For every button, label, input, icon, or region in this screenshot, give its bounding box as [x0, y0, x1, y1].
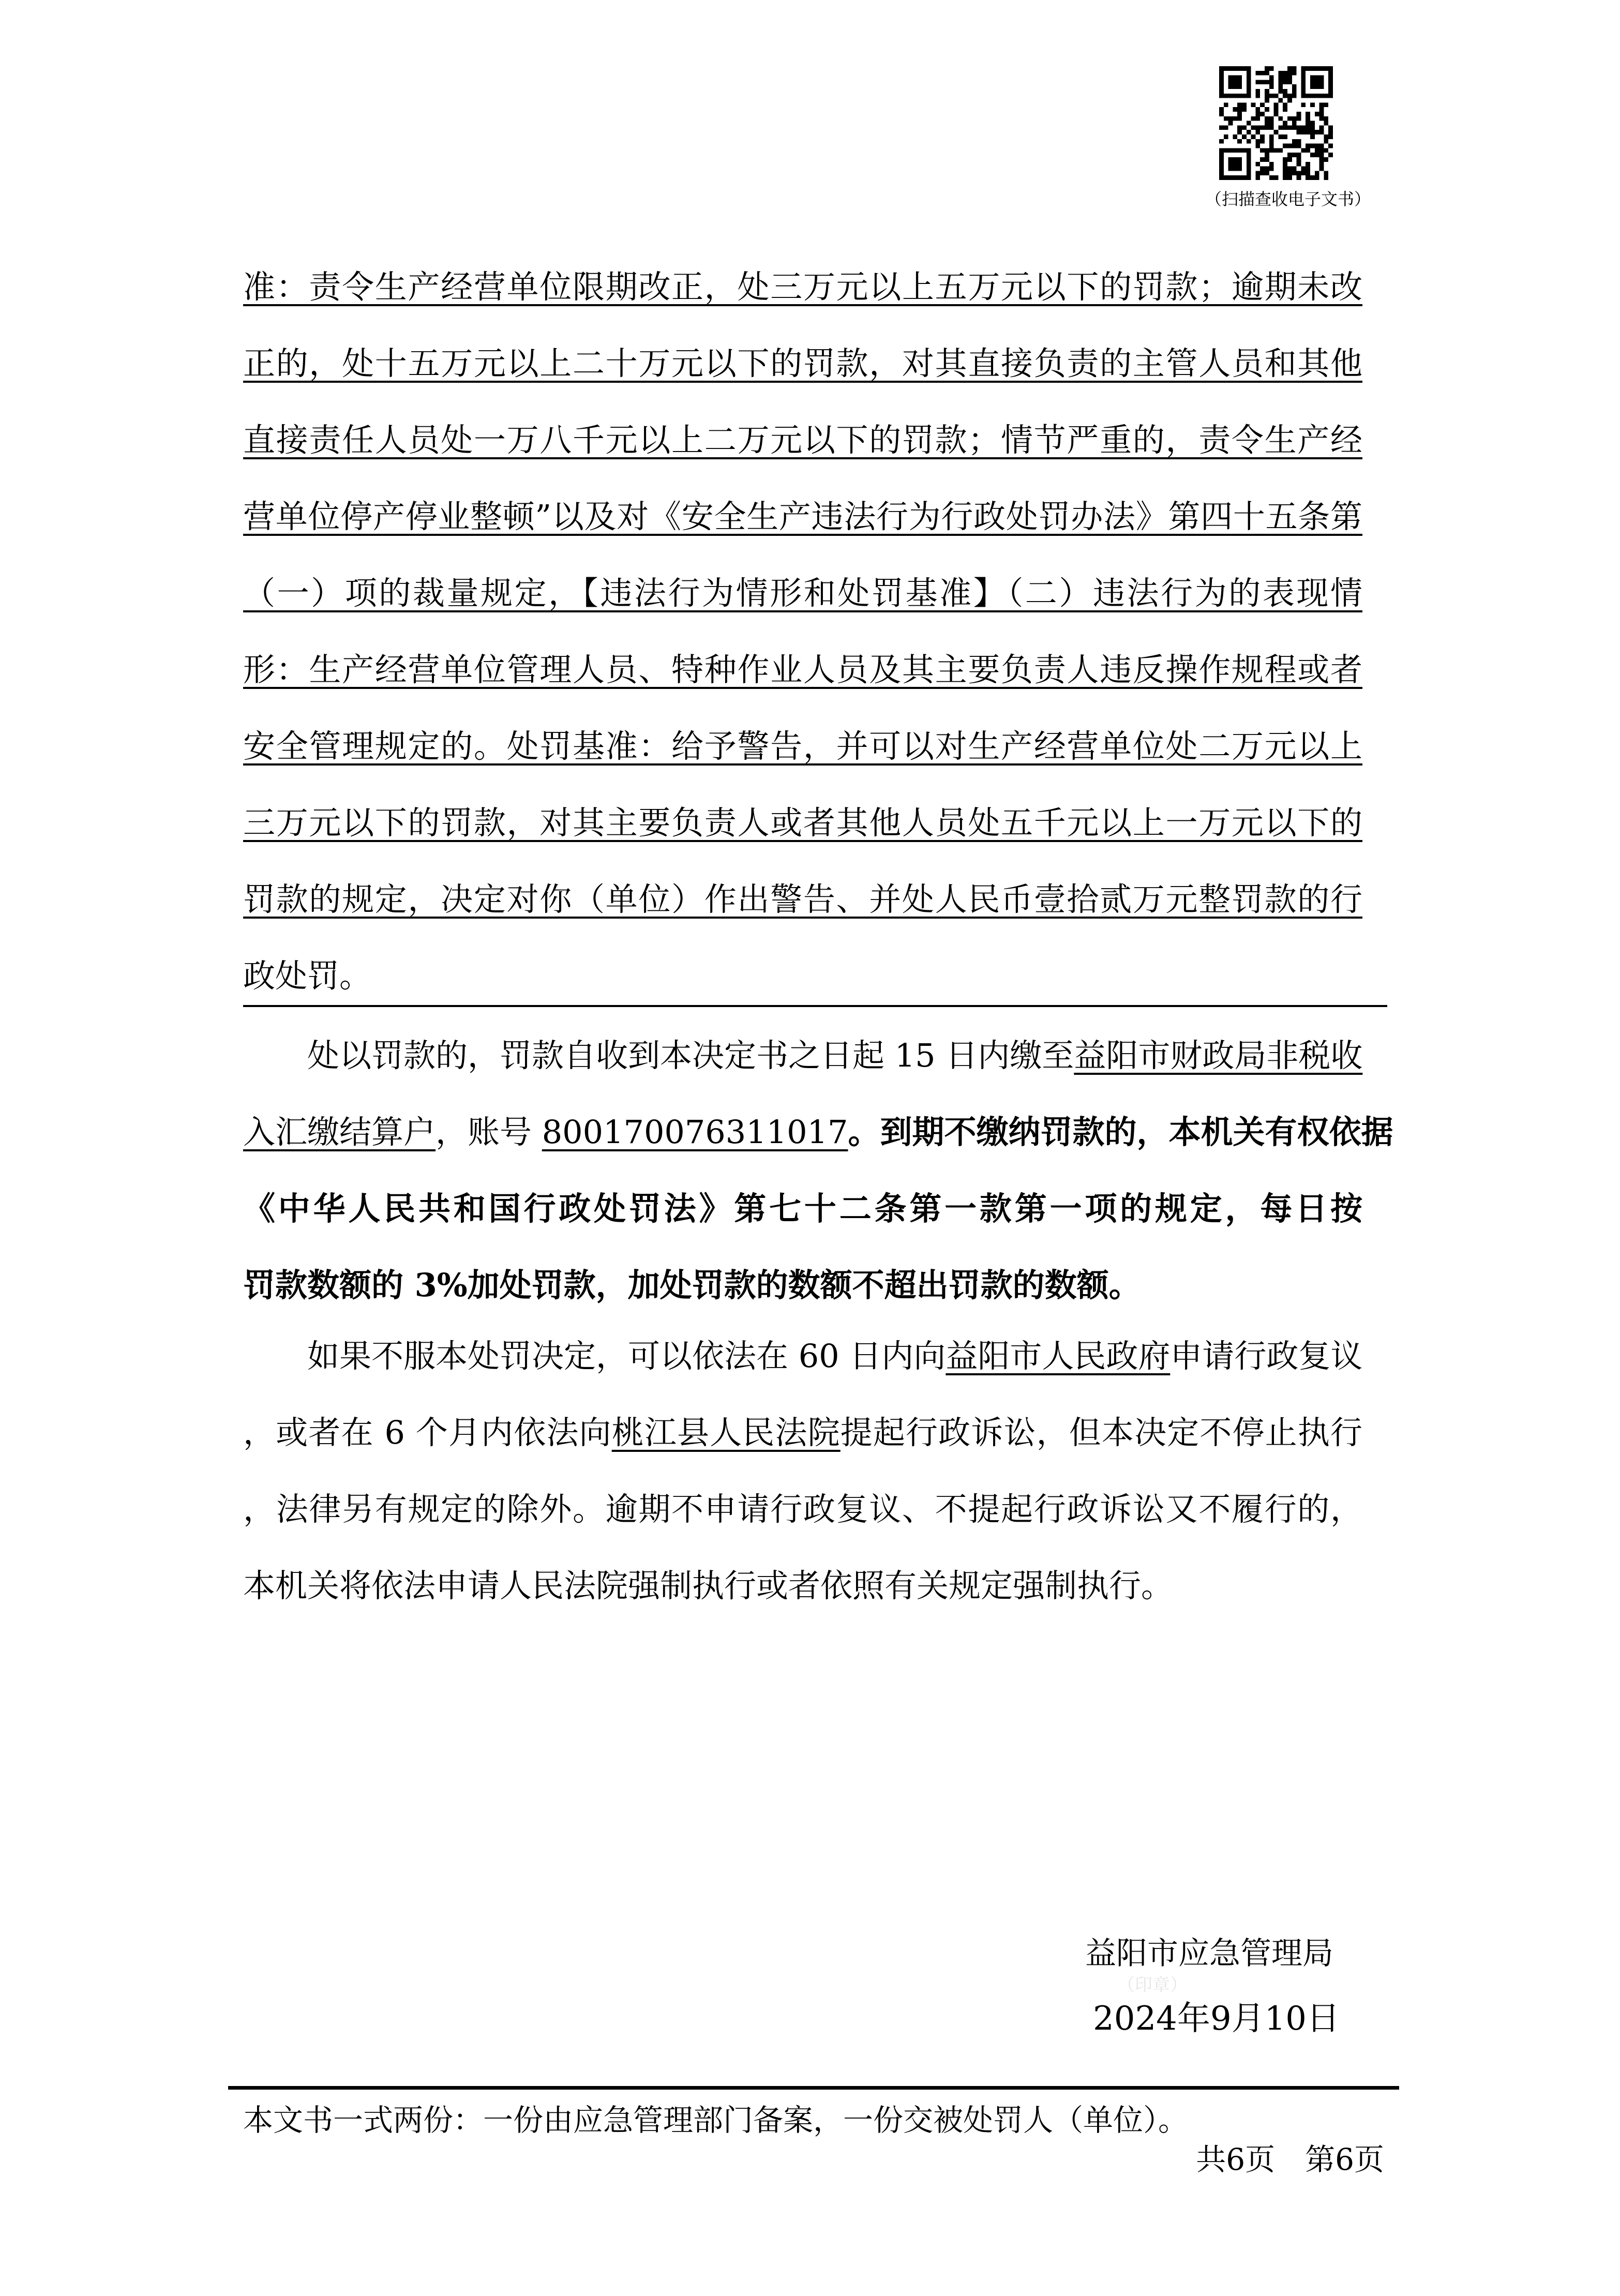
- qr-module: [1247, 130, 1251, 134]
- text-line: [243, 1265, 1362, 1306]
- text-segment: 提起行政诉讼，但本决定不停止执行: [840, 1414, 1362, 1451]
- qr-module: [1324, 171, 1328, 175]
- qr-module: [1283, 71, 1287, 76]
- qr-module: [1274, 148, 1279, 153]
- qr-module: [1306, 125, 1310, 130]
- text-line: [243, 343, 1362, 384]
- qr-module: [1283, 121, 1287, 126]
- issuing-authority: 益阳市应急管理局: [1085, 1935, 1333, 1972]
- qr-module: [1292, 167, 1297, 171]
- qr-module: [1269, 167, 1274, 171]
- underlined-text: 益阳市财政局非税收: [1074, 1037, 1363, 1074]
- text-segment: 如果不服本处罚决定，可以依法在 60 日内向: [243, 1337, 946, 1375]
- text-segment: ，账号: [436, 1113, 542, 1151]
- qr-module: [1310, 125, 1315, 130]
- footer-rule: [228, 2086, 1399, 2090]
- text-segment: 3%: [414, 1266, 468, 1304]
- underlined-text: 营单位停产停业整顿”以及对《安全生产违法行为行政处罚办法》第四十五条第: [243, 498, 1362, 535]
- text-line: [243, 955, 1362, 997]
- qr-module: [1219, 139, 1224, 144]
- qr-module: [1301, 167, 1306, 171]
- qr-module: [1255, 80, 1260, 84]
- qr-module: [1224, 125, 1228, 130]
- qr-module: [1297, 157, 1301, 162]
- qr-module: [1269, 84, 1274, 89]
- text-segment: ，或者在 6 个月内依法向: [243, 1414, 612, 1451]
- qr-module: [1255, 116, 1260, 121]
- decision-end-rule: [243, 1005, 1387, 1007]
- qr-module: [1283, 144, 1287, 148]
- qr-module: [1265, 171, 1269, 175]
- qr-module: [1319, 130, 1324, 134]
- qr-module: [1228, 116, 1233, 121]
- qr-module: [1278, 84, 1283, 89]
- qr-module: [1260, 125, 1265, 130]
- qr-module: [1255, 175, 1260, 180]
- qr-module: [1287, 76, 1292, 80]
- qr-module: [1319, 125, 1324, 130]
- qr-module: [1306, 171, 1310, 175]
- qr-module: [1306, 121, 1310, 126]
- qr-module: [1297, 175, 1301, 180]
- qr-module: [1260, 71, 1265, 76]
- qr-module: [1310, 175, 1315, 180]
- qr-module: [1310, 121, 1315, 126]
- qr-module: [1310, 102, 1315, 107]
- qr-module: [1310, 134, 1315, 139]
- qr-module: [1265, 167, 1269, 171]
- text-segment: 申请行政复议: [1170, 1337, 1363, 1375]
- qr-module: [1292, 66, 1297, 71]
- qr-module: [1315, 112, 1319, 116]
- qr-module: [1319, 144, 1324, 148]
- qr-module: [1237, 112, 1242, 116]
- qr-module: [1260, 139, 1265, 144]
- qr-module: [1310, 144, 1315, 148]
- qr-module: [1278, 76, 1283, 80]
- qr-module: [1242, 125, 1247, 130]
- qr-module: [1269, 148, 1274, 153]
- text-segment: ，法律另有规定的除外。逾期不申请行政复议、不提起行政诉讼又不履行的，: [243, 1490, 1362, 1528]
- qr-module: [1278, 125, 1283, 130]
- qr-module: [1328, 134, 1333, 139]
- text-line: [243, 1412, 1362, 1453]
- qr-module: [1297, 125, 1301, 130]
- qr-module: [1283, 157, 1287, 162]
- qr-module: [1301, 171, 1306, 175]
- qr-module: [1283, 76, 1287, 80]
- text-line: [243, 496, 1362, 537]
- qr-module: [1233, 107, 1237, 112]
- qr-module: [1233, 116, 1237, 121]
- qr-module: [1255, 107, 1260, 112]
- underlined-text: 安全管理规定的。处罚基准：给予警告，并可以对生产经营单位处二万元以上: [243, 727, 1362, 765]
- qr-module: [1255, 112, 1260, 116]
- qr-module: [1219, 107, 1224, 112]
- qr-module: [1287, 175, 1292, 180]
- qr-module: [1260, 171, 1265, 175]
- qr-module: [1310, 153, 1315, 157]
- qr-module: [1301, 102, 1306, 107]
- qr-module: [1265, 80, 1269, 84]
- qr-module: [1328, 153, 1333, 157]
- qr-module: [1265, 153, 1269, 157]
- qr-module: [1319, 167, 1324, 171]
- qr-module: [1278, 134, 1283, 139]
- text-line: [243, 1035, 1362, 1076]
- qr-module: [1287, 153, 1292, 157]
- qr-module: [1274, 107, 1279, 112]
- qr-module: [1319, 107, 1324, 112]
- qr-module: [1283, 102, 1287, 107]
- qr-module: [1247, 139, 1251, 144]
- qr-module: [1297, 171, 1301, 175]
- underlined-text: 正的，处十五万元以上二十万元以下的罚款，对其直接负责的主管人员和其他: [243, 344, 1362, 382]
- text-line: [243, 266, 1362, 308]
- qr-module: [1269, 80, 1274, 84]
- qr-module: [1297, 153, 1301, 157]
- underlined-text: 形：生产经营单位管理人员、特种作业人员及其主要负责人违反操作规程或者: [243, 651, 1362, 688]
- qr-module: [1247, 121, 1251, 126]
- qr-module: [1237, 125, 1242, 130]
- qr-module: [1228, 121, 1233, 126]
- qr-module: [1255, 162, 1260, 167]
- qr-module: [1287, 167, 1292, 171]
- qr-module: [1265, 89, 1269, 94]
- qr-module: [1319, 116, 1324, 121]
- qr-module: [1292, 121, 1297, 126]
- qr-module: [1274, 94, 1279, 98]
- qr-module: [1278, 116, 1283, 121]
- text-line: [243, 649, 1362, 691]
- qr-module: [1315, 171, 1319, 175]
- qr-module: [1292, 94, 1297, 98]
- qr-module: [1251, 125, 1256, 130]
- qr-module: [1237, 102, 1242, 107]
- qr-module: [1315, 148, 1319, 153]
- qr-module: [1292, 116, 1297, 121]
- text-line: [243, 1565, 1362, 1607]
- qr-module: [1287, 66, 1292, 71]
- qr-module: [1315, 130, 1319, 134]
- text-line: [243, 573, 1362, 614]
- qr-module: [1292, 71, 1297, 76]
- qr-module: [1301, 125, 1306, 130]
- qr-module: [1265, 71, 1269, 76]
- qr-module: [1269, 66, 1274, 71]
- qr-module: [1297, 112, 1301, 116]
- underlined-text: 800170076311017: [542, 1113, 848, 1151]
- qr-module: [1251, 102, 1256, 107]
- qr-module: [1319, 162, 1324, 167]
- qr-module: [1233, 134, 1237, 139]
- qr-module: [1219, 125, 1224, 130]
- issue-date: 2024年9月10日: [1093, 2000, 1340, 2038]
- qr-module: [1224, 134, 1228, 139]
- qr-module: [1278, 148, 1283, 153]
- qr-module: [1260, 102, 1265, 107]
- qr-module: [1265, 98, 1269, 103]
- qr-module: [1283, 175, 1287, 180]
- qr-module: [1287, 94, 1292, 98]
- qr-module: [1255, 144, 1260, 148]
- qr-module: [1306, 175, 1310, 180]
- qr-module: [1315, 144, 1319, 148]
- qr-module: [1283, 125, 1287, 130]
- qr-module: [1324, 148, 1328, 153]
- underlined-text: （一）项的裁量规定，【违法行为情形和处罚基准】（二）违法行为的表现情: [243, 574, 1362, 612]
- qr-module: [1260, 167, 1265, 171]
- qr-module: [1324, 121, 1328, 126]
- qr-module: [1255, 139, 1260, 144]
- qr-module: [1265, 121, 1269, 126]
- qr-module: [1287, 116, 1292, 121]
- qr-module: [1255, 71, 1260, 76]
- text-line: [243, 1335, 1362, 1377]
- qr-module: [1324, 175, 1328, 180]
- qr-module: [1292, 171, 1297, 175]
- qr-module: [1306, 112, 1310, 116]
- qr-module: [1315, 153, 1319, 157]
- qr-module: [1265, 94, 1269, 98]
- qr-module: [1287, 125, 1292, 130]
- qr-module: [1265, 66, 1269, 71]
- qr-module: [1301, 130, 1306, 134]
- qr-module: [1319, 153, 1324, 157]
- qr-module: [1255, 125, 1260, 130]
- qr-module: [1260, 157, 1265, 162]
- qr-module: [1224, 116, 1228, 121]
- qr-module: [1278, 71, 1283, 76]
- qr-module: [1292, 153, 1297, 157]
- qr-module: [1237, 130, 1242, 134]
- qr-module: [1265, 157, 1269, 162]
- qr-module: [1251, 116, 1256, 121]
- qr-module: [1265, 148, 1269, 153]
- qr-module: [1306, 130, 1310, 134]
- copies-note: 本文书一式两份：一份由应急管理部门备案，一份交被处罚人（单位）。: [243, 2103, 1189, 2138]
- text-segment: 政处罚。: [243, 957, 372, 995]
- qr-module: [1324, 139, 1328, 144]
- qr-caption: （扫描查收电子文书）: [1205, 189, 1371, 209]
- text-line: [243, 1112, 1393, 1153]
- qr-module: [1242, 134, 1247, 139]
- qr-module: [1269, 94, 1274, 98]
- qr-module: [1319, 112, 1324, 116]
- qr-module: [1260, 148, 1265, 153]
- qr-module: [1274, 130, 1279, 134]
- qr-module: [1283, 89, 1287, 94]
- text-segment: 《中华人民共和国行政处罚法》第七十二条第一款第一项的规定，每日按: [243, 1190, 1362, 1227]
- qr-module: [1237, 139, 1242, 144]
- qr-module: [1260, 80, 1265, 84]
- text-line: [243, 726, 1362, 767]
- text-segment: 罚款数额的: [243, 1266, 415, 1304]
- qr-module: [1274, 175, 1279, 180]
- qr-module: [1283, 171, 1287, 175]
- qr-module: [1292, 89, 1297, 94]
- underlined-text: 罚款的规定，决定对你（单位）作出警告、并处人民币壹拾贰万元整罚款的行: [243, 880, 1362, 918]
- text-segment: 加处罚款，加处罚款的数额不超出罚款的数额。: [467, 1266, 1141, 1304]
- qr-module: [1306, 148, 1310, 153]
- underlined-text: 三万元以下的罚款，对其主要负责人或者其他人员处五千元以上一万元以下的: [243, 804, 1362, 842]
- qr-module: [1287, 171, 1292, 175]
- qr-module: [1324, 157, 1328, 162]
- qr-module: [1328, 144, 1333, 148]
- qr-module: [1269, 116, 1274, 121]
- underlined-text: 入汇缴结算户: [243, 1113, 436, 1151]
- qr-code: [1219, 66, 1333, 180]
- qr-module: [1269, 139, 1274, 144]
- qr-module: [1297, 130, 1301, 134]
- qr-module: [1255, 171, 1260, 175]
- qr-module: [1255, 130, 1260, 134]
- qr-module: [1324, 134, 1328, 139]
- qr-module: [1292, 139, 1297, 144]
- qr-module: [1315, 175, 1319, 180]
- text-line: [243, 802, 1362, 844]
- qr-module: [1287, 80, 1292, 84]
- qr-module: [1269, 76, 1274, 80]
- qr-module: [1278, 80, 1283, 84]
- underlined-text: 直接责任人员处一万八千元以上二万元以下的罚款；情节严重的，责令生产经: [243, 421, 1362, 459]
- qr-module: [1265, 125, 1269, 130]
- qr-module: [1306, 162, 1310, 167]
- underlined-text: 桃江县人民法院: [611, 1414, 841, 1451]
- qr-module: [1274, 112, 1279, 116]
- qr-module: [1278, 89, 1283, 94]
- qr-module: [1319, 157, 1324, 162]
- qr-module: [1292, 125, 1297, 130]
- qr-module: [1283, 94, 1287, 98]
- qr-module: [1301, 148, 1306, 153]
- qr-module: [1255, 94, 1260, 98]
- qr-module: [1237, 116, 1242, 121]
- qr-module: [1269, 144, 1274, 148]
- qr-module: [1319, 148, 1324, 153]
- qr-module: [1324, 102, 1328, 107]
- qr-module: [1319, 102, 1324, 107]
- qr-module: [1292, 84, 1297, 89]
- qr-module: [1269, 162, 1274, 167]
- text-line: [243, 1188, 1362, 1229]
- qr-module: [1242, 102, 1247, 107]
- qr-module: [1287, 71, 1292, 76]
- qr-module: [1255, 89, 1260, 94]
- qr-module: [1260, 134, 1265, 139]
- text-line: [243, 879, 1362, 920]
- qr-module: [1237, 107, 1242, 112]
- text-segment: 处以罚款的，罚款自收到本决定书之日起 15 日内缴至: [243, 1037, 1074, 1074]
- qr-module: [1297, 162, 1301, 167]
- qr-module: [1274, 102, 1279, 107]
- qr-module: [1287, 144, 1292, 148]
- qr-module: [1269, 125, 1274, 130]
- underlined-text: 准：责令生产经营单位限期改正，处三万元以上五万元以下的罚款；逾期未改: [243, 268, 1362, 306]
- qr-module: [1287, 157, 1292, 162]
- qr-module: [1328, 130, 1333, 134]
- qr-module: [1278, 98, 1283, 103]
- qr-module: [1283, 162, 1287, 167]
- seal-placeholder: （印章）: [1117, 1975, 1188, 1995]
- qr-module: [1324, 116, 1328, 121]
- qr-module: [1306, 167, 1310, 171]
- qr-module: [1283, 107, 1287, 112]
- qr-module: [1287, 98, 1292, 103]
- qr-module: [1219, 112, 1224, 116]
- qr-module: [1297, 144, 1301, 148]
- qr-module: [1269, 121, 1274, 126]
- qr-module: [1283, 80, 1287, 84]
- qr-module: [1269, 134, 1274, 139]
- text-segment: 本机关将依法申请人民法院强制执行或者依照有关规定强制执行。: [243, 1567, 1174, 1604]
- page-number: 共6页 第6页: [1196, 2142, 1384, 2177]
- qr-module: [1292, 144, 1297, 148]
- qr-module: [1310, 130, 1315, 134]
- qr-module: [1251, 134, 1256, 139]
- qr-module: [1306, 144, 1310, 148]
- qr-module: [1265, 116, 1269, 121]
- qr-module: [1297, 116, 1301, 121]
- qr-module: [1269, 175, 1274, 180]
- text-line: [243, 1489, 1362, 1530]
- qr-module: [1242, 107, 1247, 112]
- qr-module: [1260, 112, 1265, 116]
- underlined-text: 益阳市人民政府: [946, 1337, 1171, 1375]
- qr-module: [1328, 125, 1333, 130]
- qr-module: [1306, 116, 1310, 121]
- qr-module: [1283, 167, 1287, 171]
- qr-module: [1283, 134, 1287, 139]
- text-segment: 。到期不缴纳罚款的，本机关有权依据: [848, 1113, 1393, 1151]
- qr-module: [1297, 139, 1301, 144]
- text-line: [243, 419, 1362, 461]
- qr-module: [1224, 102, 1228, 107]
- qr-module: [1265, 107, 1269, 112]
